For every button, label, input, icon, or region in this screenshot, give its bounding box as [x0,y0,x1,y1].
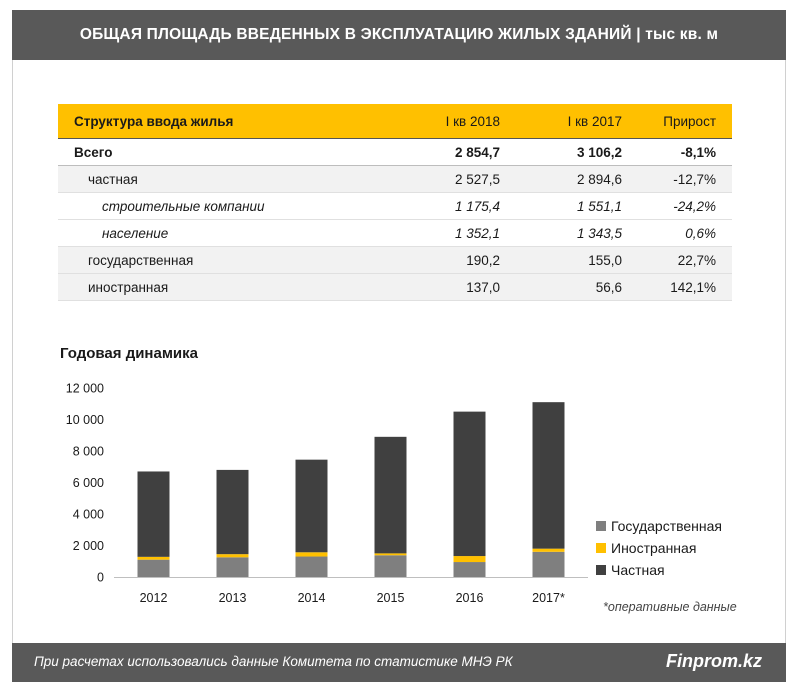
row-growth: -24,2% [638,193,732,220]
x-tick-label: 2012 [139,591,168,605]
page-title [12,10,786,60]
row-q2017: 1 343,5 [516,220,638,247]
y-tick-label: 12 000 [65,381,104,396]
bar-segment-private [296,460,328,553]
legend-swatch-state [596,521,606,531]
legend-label-state: Государственная [611,518,723,534]
bar-segment-foreign [138,557,170,560]
table-header-q2017: I кв 2017 [516,104,638,139]
bar-segment-state [138,560,170,577]
table-row [58,139,732,166]
chart-footnote: *оперативные данные [603,600,737,614]
row-q2017: 1 551,1 [516,193,638,220]
x-tick-label: 2013 [218,591,247,605]
bar-segment-foreign [533,549,565,552]
row-label: строительные компании [58,193,394,220]
source-note: При расчетах использовались данные Комитета по статистике МНЭ РК [34,654,513,669]
bar-segment-state [533,552,565,577]
x-tick-label: 2015 [376,591,405,605]
row-q2018: 1 175,4 [394,193,516,220]
y-tick-label: 0 [97,570,104,585]
x-tick-label: 2016 [455,591,484,605]
page-footer [12,643,786,682]
legend-label-foreign: Иностранная [611,540,697,556]
row-q2018: 190,2 [394,247,516,274]
bar-segment-private [217,470,249,554]
legend-item-foreign [596,537,722,559]
row-q2017: 155,0 [516,247,638,274]
row-q2017: 56,6 [516,274,638,301]
table-row [58,193,732,220]
y-tick-label: 4 000 [72,507,104,522]
row-label: иностранная [58,274,394,301]
row-q2018: 1 352,1 [394,220,516,247]
table-row [58,247,732,274]
table-row [58,274,732,301]
bar-segment-private [533,402,565,548]
x-tick-label: 2017* [532,591,565,605]
bar-segment-state [296,557,328,577]
structure-table [58,104,732,301]
bar-segment-foreign [217,554,249,557]
row-q2017: 3 106,2 [516,139,638,166]
row-label: население [58,220,394,247]
page-title-text: ОБЩАЯ ПЛОЩАДЬ ВВЕДЕННЫХ В ЭКСПЛУАТАЦИЮ ЖИЛЫХ ЗДАНИЙ | тыс кв. м [79,26,719,43]
row-q2018: 2 527,5 [394,166,516,193]
y-tick-label: 2 000 [72,539,104,553]
table-header-label: Структура ввода жилья [58,104,394,139]
y-tick-label: 6 000 [72,476,104,490]
row-q2018: 137,0 [394,274,516,301]
row-growth: 0,6% [638,220,732,247]
bar-segment-private [375,437,407,554]
row-label: Всего [58,139,394,166]
chart-legend [596,515,722,581]
table-row [58,166,732,193]
infographic-frame [12,10,786,682]
brand-logo-text: Finprom.kz [665,651,762,671]
row-label: частная [58,166,394,193]
legend-swatch-private [596,565,606,575]
bar-segment-state [454,562,486,577]
table-header-q2018: I кв 2018 [394,104,516,139]
table-header-row [58,104,732,139]
legend-item-private [596,559,722,581]
bar-segment-private [454,412,486,556]
bar-segment-private [138,471,170,556]
x-tick-label: 2014 [297,591,326,605]
row-growth: 22,7% [638,247,732,274]
row-growth: 142,1% [638,274,732,301]
legend-item-state [596,515,722,537]
bar-segment-foreign [296,552,328,556]
y-tick-label: 8 000 [72,444,104,459]
bar-segment-state [375,555,407,577]
table-row [58,220,732,247]
bar-segment-state [217,557,249,577]
row-growth: -8,1% [638,139,732,166]
bar-segment-foreign [375,553,407,555]
chart-title: Годовая динамика [60,345,199,362]
row-growth: -12,7% [638,166,732,193]
row-q2018: 2 854,7 [394,139,516,166]
table-header-growth: Прирост [638,104,732,139]
bar-segment-foreign [454,556,486,562]
legend-label-private: Частная [611,562,665,578]
row-q2017: 2 894,6 [516,166,638,193]
row-label: государственная [58,247,394,274]
y-tick-label: 10 000 [65,413,104,427]
legend-swatch-foreign [596,543,606,553]
